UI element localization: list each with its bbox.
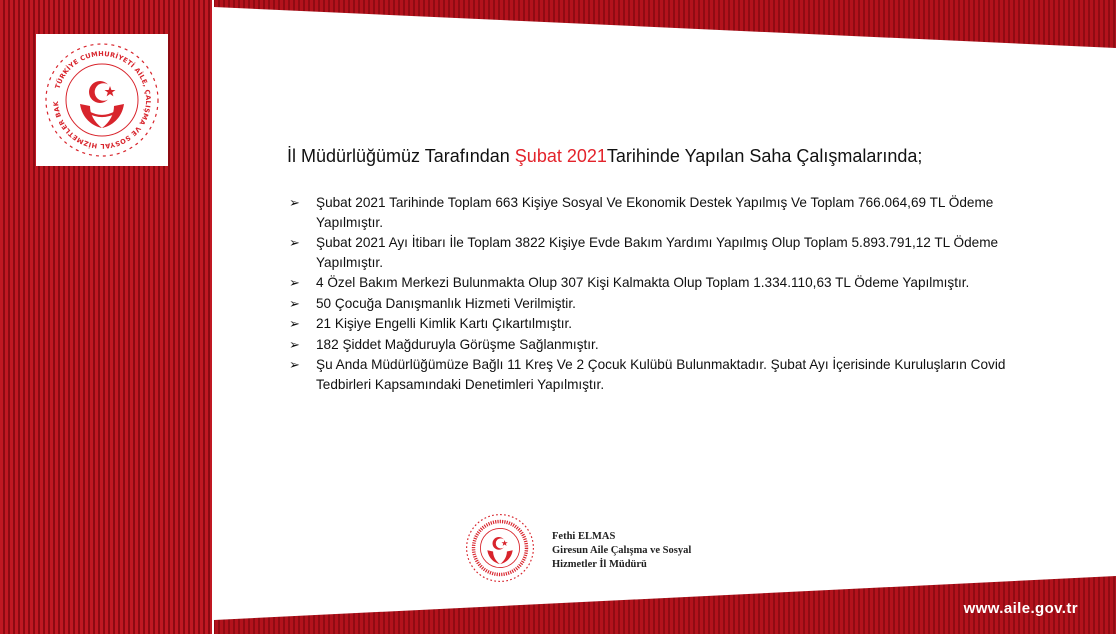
heading-accent: Şubat 2021: [514, 146, 607, 166]
heading-suffix: Tarihinde Yapılan Saha Çalışmalarında;: [606, 146, 923, 166]
ministry-emblem-icon: [36, 34, 168, 166]
list-item: [289, 193, 1029, 232]
arrow-bullet-icon: ➢: [289, 336, 300, 352]
arrow-bullet-icon: ➢: [289, 275, 300, 290]
left-panel: [0, 0, 214, 634]
list-item-text: Şu Anda Müdürlüğümüze Bağlı 11 Kreş Ve 2 Çocuk Kulübü Bulunmaktadır. Şubat Ayı İçerisinde Kuruluşların Covid Tedbirleri Kapsamındaki Denetimleri Yapılmıştır.: [316, 357, 1006, 392]
ministry-emblem-icon: [462, 510, 538, 586]
signatory-title-line1: Giresun Aile Çalışma ve Sosyal: [552, 545, 692, 556]
list-item-text: 4 Özel Bakım Merkezi Bulunmakta Olup 307 Kişi Kalmakta Olup Toplam 1.334.110,63 TL Ödeme Yapılmıştır.: [316, 275, 970, 290]
list-item: [289, 273, 1029, 293]
heading-prefix: İl Müdürlüğümüz Tarafından: [287, 146, 515, 166]
list-item: [289, 335, 1029, 355]
svg-text:TÜRKİYE CUMHURİYETİ AİLE, ÇALI: TÜRKİYE CUMHURİYETİ AİLE, ÇALIŞMA VE SOSYAL HİZMETLER BAK: [51, 49, 153, 151]
list-item: [289, 355, 1029, 394]
list-item: [289, 233, 1029, 272]
list-item: [289, 314, 1029, 334]
ministry-logo: [36, 34, 168, 166]
bullet-list: [289, 193, 1029, 395]
signatory-name: Fethi ELMAS: [552, 531, 616, 542]
list-item-text: 182 Şiddet Mağduruyla Görüşme Sağlanmıştır.: [316, 336, 599, 352]
arrow-bullet-icon: ➢: [289, 357, 300, 372]
signature-block: [462, 510, 762, 590]
list-item-text: 21 Kişiye Engelli Kimlik Kartı Çıkartılmıştır.: [316, 316, 573, 331]
arrow-bullet-icon: ➢: [289, 295, 300, 311]
arrow-bullet-icon: ➢: [289, 235, 300, 250]
list-item-text: Şubat 2021 Tarihinde Toplam 663 Kişiye Sosyal Ve Ekonomik Destek Yapılmış Ve Toplam 766.064,69 TL Ödeme Yapılmıştır.: [316, 195, 994, 230]
arrow-bullet-icon: ➢: [289, 316, 300, 331]
signature-text: [552, 530, 691, 572]
signatory-title-line2: Hizmetler İl Müdürü: [552, 559, 647, 570]
page-heading: [287, 146, 1047, 167]
list-item-text: 50 Çocuğa Danışmanlık Hizmeti Verilmiştir.: [316, 295, 576, 311]
list-item-text: Şubat 2021 Ayı İtibarı İle Toplam 3822 Kişiye Evde Bakım Yardımı Yapılmış Olup Toplam 5.893.791,12 TL Ödeme Yapılmıştır.: [316, 235, 999, 270]
website-url: www.aile.gov.tr: [963, 600, 1078, 617]
arrow-bullet-icon: ➢: [289, 195, 300, 210]
list-item: [289, 294, 1029, 314]
